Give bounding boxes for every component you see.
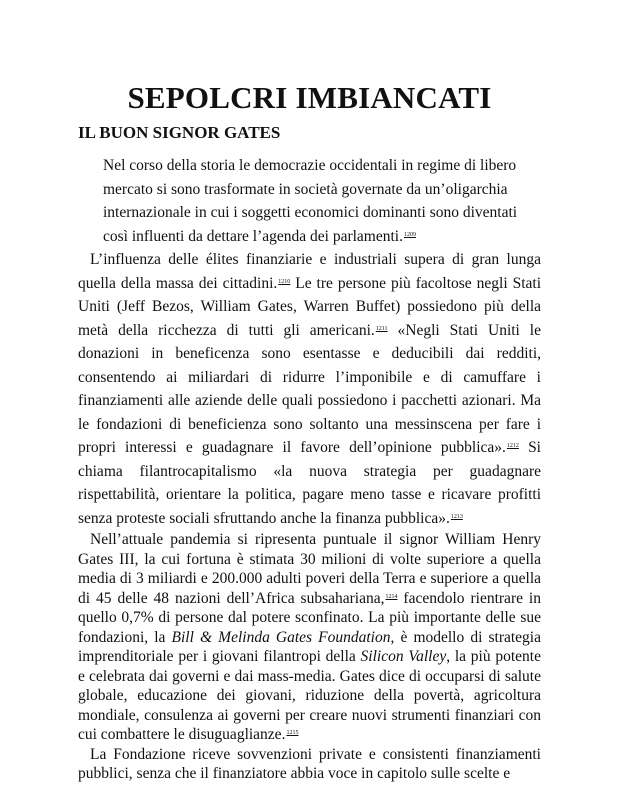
quote-text: Nel corso della storia le democrazie occidentali in regime di libero mercato si sono trasformate in società governate da un’oligarchia internazionale in cui i soggetti economici dominanti sono diventati così influenti da dettare l’agenda dei parlamenti.: [103, 157, 518, 245]
page-content: [78, 80, 541, 784]
foundation-name: Bill & Melinda Gates Foundation: [171, 628, 391, 646]
silicon-valley-term: Silicon Valley: [360, 648, 447, 665]
paragraph-elites: [78, 248, 541, 530]
section-subtitle: IL BUON SIGNOR GATES: [78, 123, 281, 142]
paragraph-text: «Negli Stati Uniti le donazioni in beneficenza sono esentasse e deducibili dai redditi, consentendo ai miliardari di ridurre l’imponibile e di camuffare i finanziamenti alle aziende delle quali possiedono i pacchetti azionari. Ma le fondazioni di beneficienza sono soltanto una messinscena per fare i propri interessi e guadagnare il favore dell’opinione pubblica».: [78, 321, 541, 456]
footnote-ref-1211[interactable]: 1211: [375, 325, 388, 332]
footnote-ref-1210[interactable]: 1210: [278, 278, 291, 285]
paragraph-text: , la più potente e celebrata dai governi e dai mass-media. Gates dice di occuparsi di salute globale, educazione dei giovani, riduzione della povertà, agricoltura mondiale, consulenza ai governi per creare nuovi strumenti finanziari con cui combattere le disuguaglianze.: [78, 648, 541, 743]
footnote-ref-1213[interactable]: 1213: [450, 513, 463, 520]
footnote-ref-1209[interactable]: 1209: [403, 231, 416, 238]
paragraph-text: , è modello di strategia imprenditoriale per i giovani filantropi della: [78, 628, 541, 665]
paragraph-text: Nell’attuale pandemia si ripresenta puntuale il signor William Henry Gates III, la cui fortuna è stimata 30 milioni di volte superiore a quella media di 3 miliardi e 200.000 adulti poveri della Terra e superiore a quella di 45 delle 48 nazioni dell’Africa subsahariana,: [78, 531, 541, 607]
footnote-ref-1214[interactable]: 1214: [385, 593, 398, 600]
footnote-ref-1212[interactable]: 1212: [506, 443, 519, 449]
footnote-ref-1215[interactable]: 1215: [286, 730, 299, 736]
chapter-title: SEPOLCRI IMBIANCATI: [127, 80, 492, 115]
paragraph-text: facendolo rientrare in quello 0,7% di persone dal potere sconfinato. La più importante delle sue fondazioni, la: [78, 589, 541, 646]
paragraph-text: Si chiama filantrocapitalismo «la nuova strategia per guadagnare rispettabilità, orientare la politica, pagare meno tasse e ricavare profitti senza proteste sociali sfruttando anche la finanza pubblica».: [78, 439, 541, 527]
epigraph-quote: [103, 154, 541, 248]
paragraph-text: Le tre persone più facoltose negli Stati Uniti (Jeff Bezos, William Gates, Warren Buffet) possiedono più della metà della ricchezza di tutti gli americani.: [78, 274, 541, 339]
paragraph-gates: [78, 530, 541, 745]
paragraph-fondazione: La Fondazione riceve sovvenzioni private e consistenti finanziamenti pubblici, senza che il finanziatore abbia voce in capitolo sulle scelte e: [78, 745, 541, 782]
paragraph-text: L’influenza delle élites finanziarie e industriali supera di gran lunga quella della massa dei cittadini.: [78, 251, 541, 292]
